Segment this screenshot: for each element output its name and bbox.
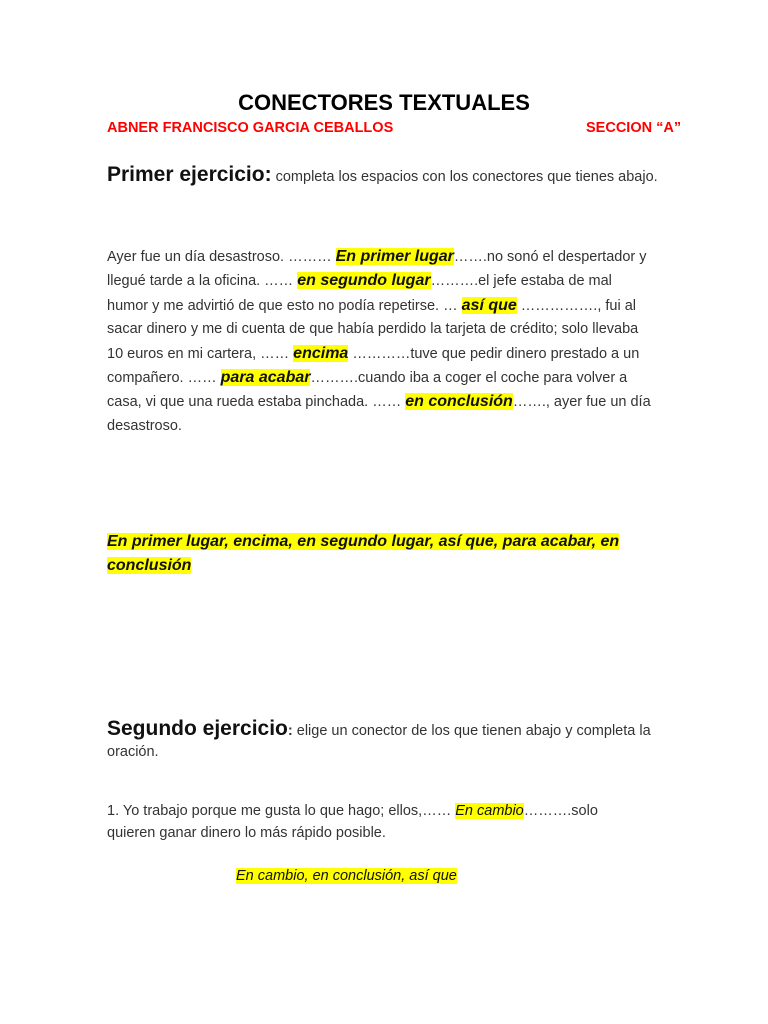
author-name: ABNER FRANCISCO GARCIA CEBALLOS <box>107 120 394 136</box>
sentence-text: 1. Yo trabajo porque me gusta lo que hago; ellos,…… <box>107 803 456 819</box>
exercise-1-instruction: completa los espacios con los conectores que tienes abajo. <box>271 169 658 185</box>
answer-highlight: así que <box>461 296 517 314</box>
exercise-2-colon: : <box>287 723 293 739</box>
paragraph-text: …………tuve que pedir dinero prestado a un compañero. …… <box>107 345 640 387</box>
paragraph-text: ……….cuando iba a coger el coche para volver a casa, vi que una rueda estaba pinchada. …… <box>107 370 628 411</box>
paragraph-text: ……., ayer fue un día desastroso. <box>107 394 651 434</box>
paragraph-text: ……….el jefe estaba de mal humor y me advirtió de que esto no podía repetirse. … <box>107 273 612 314</box>
exercise-2-instruction: elige un conector de los que tienen abajo y completa la oración. <box>107 723 651 760</box>
answer-highlight: En primer lugar <box>335 248 454 265</box>
exercise-1-header <box>107 164 667 188</box>
exercise-1-word-bank <box>107 530 667 578</box>
exercise-1-heading: Primer ejercicio: <box>107 163 272 186</box>
paragraph-text: Ayer fue un día desastroso. ……… <box>107 249 336 265</box>
answer-highlight: en conclusión <box>405 393 513 411</box>
paragraph-text: ……………., fui al sacar dinero y me di cuenta de que había perdido la tarjeta de crédito; solo llevaba 10 euros en mi cartera, …… <box>107 297 639 362</box>
exercise-2-word-bank <box>236 866 457 886</box>
exercise-1-paragraph <box>107 245 652 438</box>
exercise-2-heading: Segundo ejercicio <box>107 717 288 740</box>
answer-highlight: encima <box>293 344 349 362</box>
word-bank-text: En cambio, en conclusión, así que <box>236 868 457 884</box>
paragraph-text: …….no sonó el despertador y llegué tarde a la oficina. …… <box>107 249 647 290</box>
section-label: SECCION “A” <box>586 120 682 136</box>
document-title: CONECTORES TEXTUALES <box>238 90 530 115</box>
answer-highlight: En cambio <box>455 803 524 819</box>
exercise-2-sentence <box>107 800 647 844</box>
answer-highlight: en segundo lugar <box>297 272 431 290</box>
exercise-2-header <box>107 718 667 763</box>
answer-highlight: para acabar <box>220 369 311 387</box>
word-bank-text: En primer lugar, encima, en segundo lugar, así que, para acabar, en conclusión <box>107 533 620 574</box>
sentence-text: ……….solo quieren ganar dinero lo más rápido posible. <box>107 803 598 841</box>
